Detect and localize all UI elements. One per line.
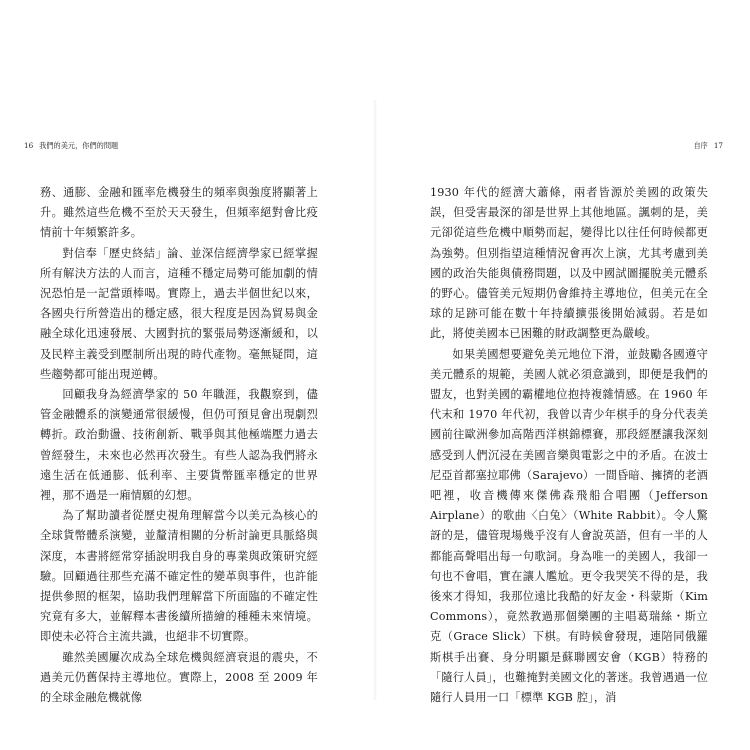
left-paragraph-2: 對信奉「歷史終結」論、並深信經濟學家已經掌握所有解決方法的人而言，這種不穩定局勢可能加劇的情況恐怕是一記當頭棒喝。實際上，過去半個世紀以來，各國央行所營造出的穩定感，很大程度是因為貿易與金融全球化迅速發展、大國對抗的緊張局勢逐漸緩和，以及民粹主義受到壓制所出現的時代產物。毫無疑問，這些趨勢都可能出現逆轉。 xyxy=(40,246,318,381)
right-paragraph-1: 1930 年代的經濟大蕭條，兩者皆源於美國的政策失誤，但受害最深的卻是世界上其他地區。諷刺的是，美元卻從這些危機中順勢而起，變得比以往任何時候都更為強勢。但別指望這種情況會再次上演，尤其考慮到美國的政治失能與債務問題，以及中國試圖擺脫美元體系的野心。儘管美元短期仍會維持主導地位，但美元在全球的足跡可能在數十年持續擴張後開始減弱。若是如此，將使美國本已困難的財政調整更為嚴峻。 xyxy=(430,186,708,341)
right-running-header xyxy=(693,141,729,150)
left-running-title: 我們的美元，你們的問題 xyxy=(39,141,119,150)
right-body-text xyxy=(430,183,708,708)
left-paragraph-3: 回顧我身為經濟學家的 50 年職涯，我觀察到，儘管金融體系的演變通常很緩慢，但仍可預見會出現劇烈轉折。政治動盪、技術創新、戰爭與其他極端壓力過去曾經發生，未來也必然再次發生。有些人認為我們將永遠生活在低通膨、低利率、主要貨幣匯率穩定的世界裡，那不過是一廂情願的幻想。 xyxy=(40,388,318,503)
left-page-number: 16 xyxy=(24,141,34,150)
left-paragraph-4: 為了幫助讀者從歷史視角理解當今以美元為核心的全球貨幣體系演變，並釐清相關的分析討論更具脈絡與深度，本書將經常穿插說明我自身的專業與政策研究經驗。回顧過往那些充滿不確定性的變革與事件，也許能提供參照的框架，協助我們理解當下所面臨的不確定性究竟有多大，並解釋本書後續所描繪的種種未來情境。即使未必符合主流共識，也絕非不切實際。 xyxy=(40,509,318,644)
left-body-text xyxy=(40,183,318,708)
right-page-number: 17 xyxy=(713,141,723,150)
left-paragraph-5: 雖然美國屢次成為全球危機與經濟衰退的震央，不過美元仍舊保持主導地位。實際上，2008 至 2009 年的全球金融危機就像 xyxy=(40,650,318,705)
right-running-title: 自序 xyxy=(693,141,708,150)
left-paragraph-1: 務、通膨、金融和匯率危機發生的頻率與強度將顯著上升。雖然這些危機不至於天天發生，但頻率絕對會比疫情前十年頻繁許多。 xyxy=(40,186,318,240)
left-running-header xyxy=(18,141,118,150)
right-page xyxy=(375,0,750,750)
right-paragraph-2: 如果美國想要避免美元地位下滑，並鼓勵各國遵守美元體系的規範，美國人就必須意識到，即便是我們的盟友，也對美國的霸權地位抱持複雜情感。在 1960 年代末和 1970 年代初，我曾以青少年棋手的身分代表美國前往歐洲參加高階西洋棋錦標賽，那段經歷讓我深刻感受到人們沉浸在美國音樂與電影之中的矛盾。在波士尼亞首都塞拉耶佛（Sarajevo）一間昏暗、擁擠的老酒吧裡，收音機傳來傑佛森飛船合唱團（Jefferson Airplane）的歌曲〈白兔〉（White Rabbit）。令人驚訝的是，儘管現場幾乎沒有人會說英語，但有一半的人都能高聲唱出每一句歌詞。身為唯一的美國人，我卻一句也不會唱，實在讓人尷尬。更令我哭笑不得的是，我後來才得知，我那位遠比我酷的好友金・科蒙斯（Kim Commons），竟然教過那個樂團的主唱葛瑞絲・斯立克（Grace Slick）下棋。有時候會發現，連陪同俄羅斯棋手出賽、身分明顯是蘇聯國安會（KGB）特務的「隨行人員」，也難掩對美國文化的著迷。我曾遇過一位隨行人員用一口「標準 KGB 腔」，消 xyxy=(430,347,708,705)
